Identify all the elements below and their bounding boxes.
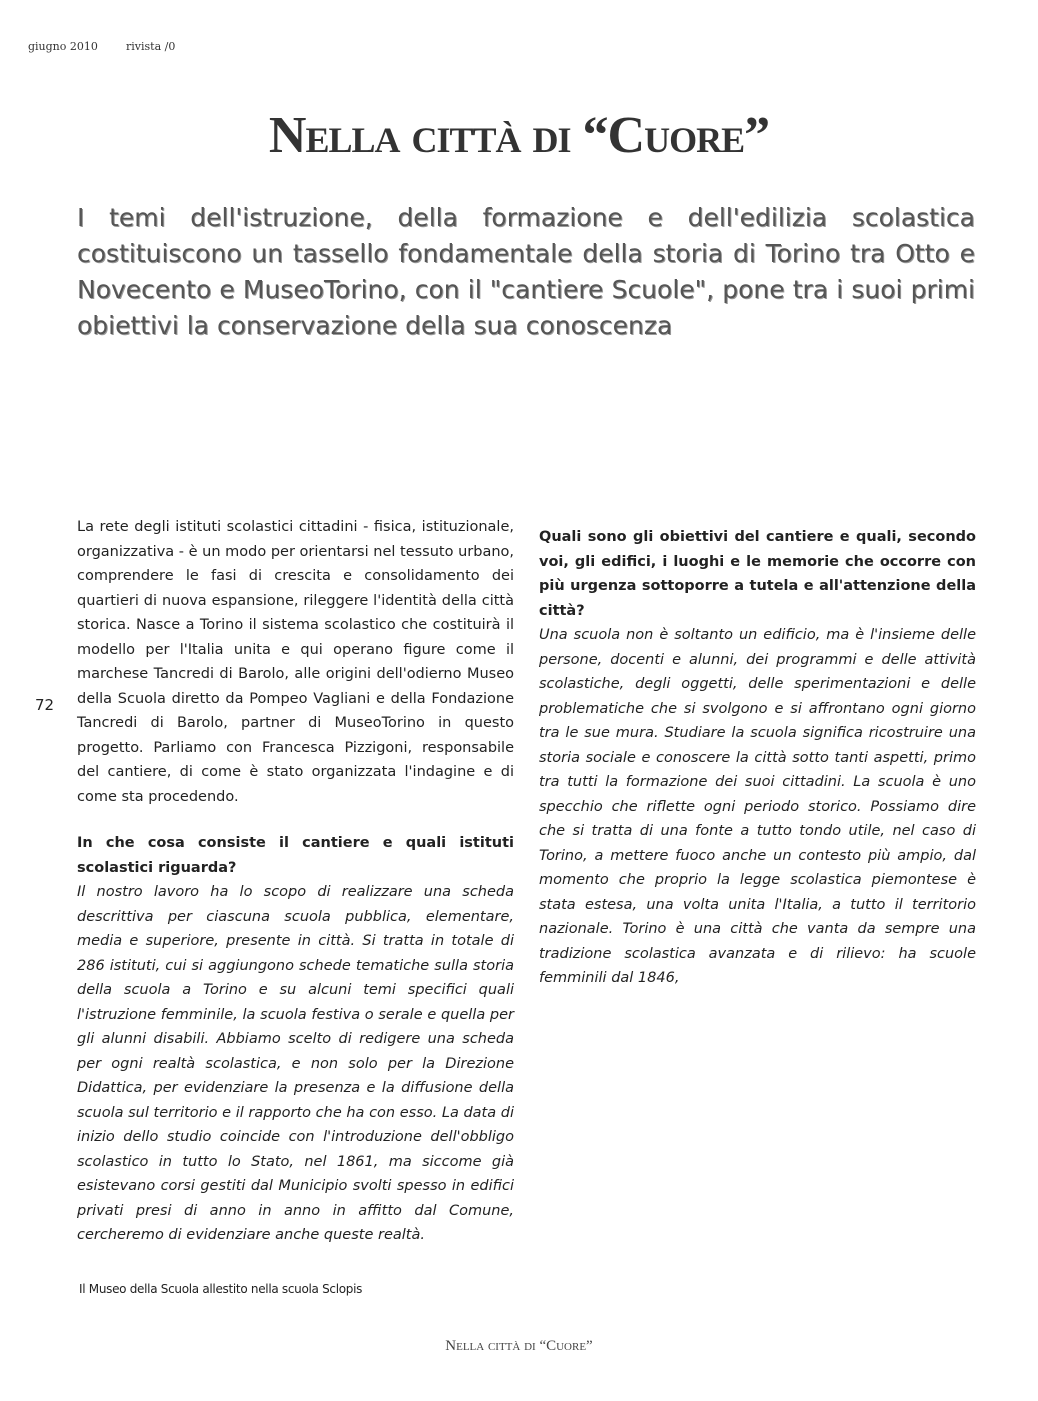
magazine-issue: rivista /0 xyxy=(126,40,176,53)
right-column xyxy=(539,525,976,991)
article-lead: I temi dell'istruzione, della formazione e dell'edilizia scolastica costituiscono un tassello fondamentale della storia di Torino tra Otto e Novecento e MuseoTorino, con il "cantiere Scuole", pone tra i suoi primi obiettivi la conservazione della sua conoscenza xyxy=(77,203,975,340)
interview-question-1: In che cosa consiste il cantiere e quali istituti scolastici riguarda? xyxy=(77,835,514,876)
interview-answer-2: Una scuola non è soltanto un edificio, ma è l'insieme delle persone, docenti e alunni, dei programmi e delle attività scolastiche, degli oggetti, delle sperimentazioni e delle problematiche che si svolgono e si affrontano ogni giorno tra le sue mura. Studiare la scuola significa ricostruire una storia sociale e conoscere la città sotto tanti aspetti, primo tra tutti la formazione dei suoi cittadini. La scuola è uno specchio che riflette ogni periodo storico. Possiamo dire che si tratta di una fonte a tutto tondo utile, nel caso di Torino, a mettere fuoco anche un contesto più ampio, dal momento che proprio la legge scolastica piemontese è stata estesa, una volta unita l'Italia, a tutto il territorio nazionale. Torino è una città che vanta da sempre una tradizione scolastica avanzata e di rilievo: ha scuole femminili dal 1846, xyxy=(539,627,976,986)
page-number: 72 xyxy=(35,696,55,714)
issue-date: giugno 2010 xyxy=(28,40,98,53)
left-column xyxy=(77,515,514,1248)
photo-caption: Il Museo della Scuola allestito nella scuola Sclopis xyxy=(79,1282,363,1296)
page-header xyxy=(28,40,176,53)
page-footer: Nella città di “Cuore” xyxy=(445,1338,593,1354)
interview-answer-1: Il nostro lavoro ha lo scopo di realizzare una scheda descrittiva per ciascuna scuola pubblica, elementare, media e superiore, presente in città. Si tratta in totale di 286 istituti, cui si aggiungono schede tematiche sulla storia della scuola a Torino e su alcuni temi specifici quali l'istruzione femminile, la scuola festiva o serale e quella per gli alunni disabili. Abbiamo scelto di redigere una scheda per ogni realtà scolastica, e non solo per la Direzione Didattica, per evidenziare la presenza e la diffusione della scuola sul territorio e il rapporto che ha con esso. La data di inizio dello studio coincide con l'introduzione dell'obbligo scolastico in tutto lo Stato, nel 1861, ma siccome già esistevano corsi gestiti dal Municipio svolti spesso in edifici privati presi di anno in anno in affitto dal Comune, cercheremo di evidenziare anche queste realtà. xyxy=(77,884,514,1243)
article-title: Nella città di “Cuore” xyxy=(268,107,770,164)
interview-question-2: Quali sono gli obiettivi del cantiere e quali, secondo voi, gli edifici, i luoghi e le memorie che occorre con più urgenza sottoporre a tutela e all'attenzione della città? xyxy=(539,529,976,619)
intro-paragraph: La rete degli istituti scolastici cittadini - fisica, istituzionale, organizzativa - è un modo per orientarsi nel tessuto urbano, comprendere le fasi di crescita e consolidamento dei quartieri di nuova espansione, rileggere l'identità della città storica. Nasce a Torino il sistema scolastico che costituirà il modello per l'Italia unita e qui operano figure come il marchese Tancredi di Barolo, alle origini dell'odierno Museo della Scuola diretto da Pompeo Vagliani e della Fondazione Tancredi di Barolo, partner di MuseoTorino in questo progetto. Parliamo con Francesca Pizzigoni, responsabile del cantiere, di come è stato organizzata l'indagine e di come sta procedendo. xyxy=(77,519,514,805)
